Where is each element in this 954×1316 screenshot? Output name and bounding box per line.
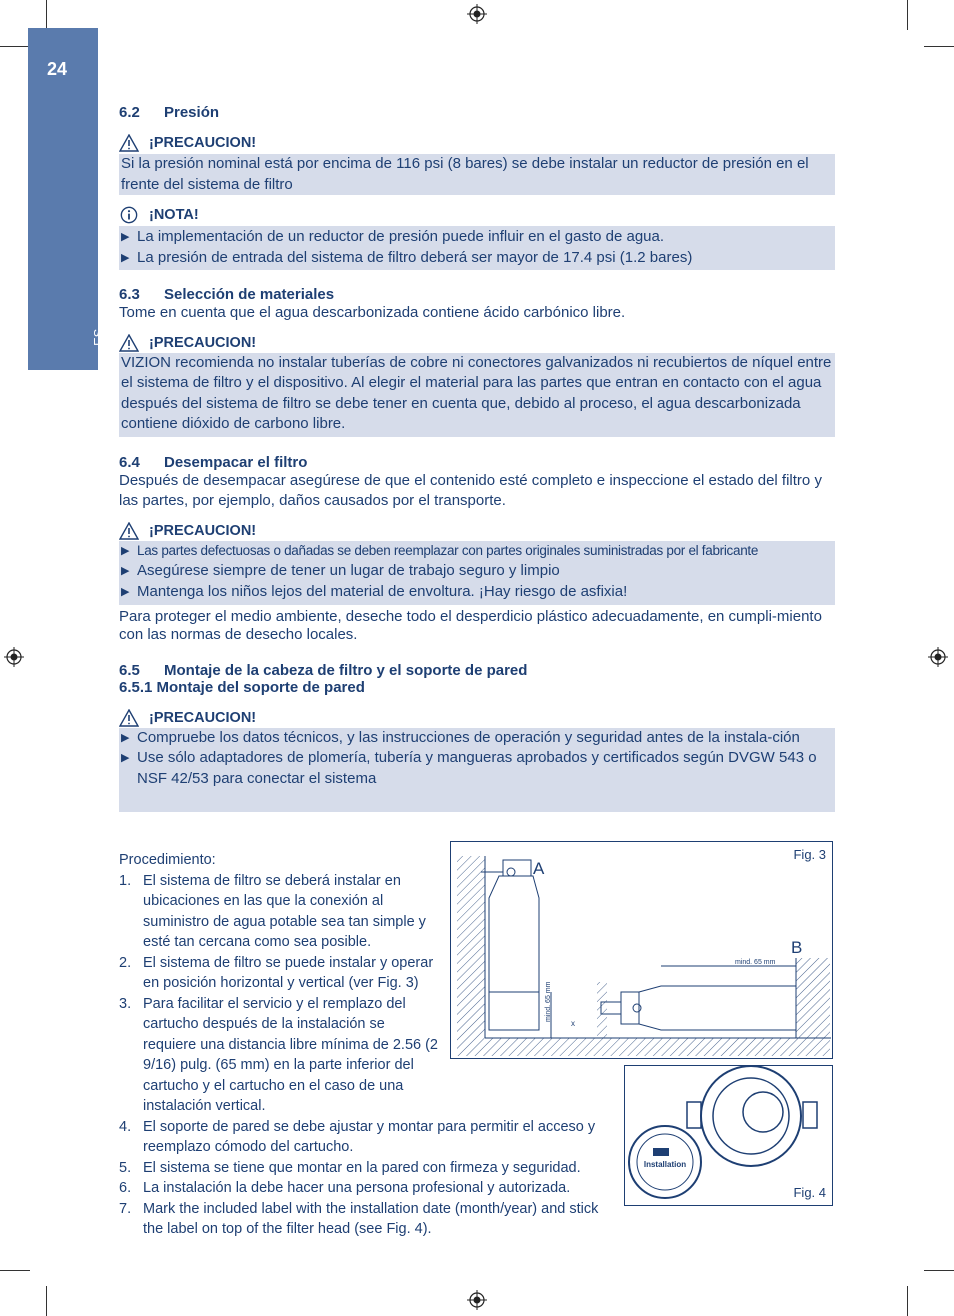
crop-mark [924, 1270, 954, 1271]
list-item: ▶ Use sólo adaptadores de plomería, tubería y mangueras aprobados y certificados según DVGW 543 o NSF 42/53 para conectar el sistema [121, 749, 817, 787]
label-a: A [533, 859, 545, 878]
main-content [119, 100, 835, 812]
warning-heading: ¡PRECAUCION! [119, 709, 835, 727]
crop-mark [907, 0, 908, 30]
list-item: ▶ Mantenga los niños lejos del material de envoltura. ¡Hay riesgo de asfixia! [121, 582, 628, 600]
crop-mark [46, 1286, 47, 1316]
list-item: 5. El sistema se tiene que montar en la pared con firmeza y seguridad. [119, 1159, 581, 1176]
figure-label: Fig. 3 [793, 847, 826, 862]
crop-mark [0, 46, 30, 47]
registration-mark-icon [467, 4, 487, 24]
svg-text:Installation: Installation [643, 1160, 687, 1169]
warning-icon [119, 334, 139, 352]
registration-mark-icon [467, 1290, 487, 1310]
crop-mark [46, 0, 47, 30]
list-item: ▶ La presión de entrada del sistema de filtro deberá ser mayor de 17.4 psi (1.2 bares) [121, 248, 693, 266]
warning-box: VIZION recomienda no instalar tuberías de cobre ni conectores galvanizados ni recubiertos de níquel entre el sistema de filtro y el dispositivo. Al elegir el material para las partes que entran en contacto con el agua después del sistema de filtro se debe tener en cuenta que, debido al proceso, el agua descarbonizada contiene dióxido de carbono libre. [119, 353, 835, 437]
registration-mark-icon [4, 647, 24, 667]
info-icon [119, 206, 139, 224]
crop-mark [0, 1270, 30, 1271]
list-item: 7. Mark the included label with the installation date (month/year) and stick the label on top of the filter head (see Fig. 4). [119, 1200, 599, 1237]
section-heading: 6.3 Selección de materiales [119, 286, 335, 303]
side-tab [28, 28, 106, 370]
svg-text:mind. 65 mm: mind. 65 mm [545, 981, 552, 1022]
subsection-heading: 6.5.1 Montaje del soporte de pared [119, 678, 365, 696]
note-box [119, 226, 835, 270]
section-heading: 6.4 Desempacar el filtro [119, 453, 308, 471]
language-label: ES [91, 328, 106, 346]
warning-icon [119, 134, 139, 152]
crop-mark [907, 1286, 908, 1316]
warning-heading: ¡PRECAUCION! [119, 134, 835, 152]
section-heading: 6.2 Presión [119, 104, 220, 121]
list-item: ▶ Asegúrese siempre de tener un lugar de trabajo seguro y limpio [121, 562, 560, 579]
page-number: 24 [46, 59, 68, 79]
paragraph: Tome en cuenta que el agua descarbonizada contiene ácido carbónico libre. [119, 304, 626, 321]
warning-box [119, 728, 835, 812]
crop-mark [924, 46, 954, 47]
figure-3 [450, 841, 833, 1059]
label-b: B [791, 938, 803, 957]
warning-icon [119, 522, 139, 540]
warning-icon [119, 709, 139, 727]
list-item: 4. El soporte de pared se debe ajustar y montar para permitir el acceso y reemplazo cómodo del cartucho. [119, 1118, 596, 1155]
paragraph: Para proteger el medio ambiente, deseche todo el desperdicio plástico adecuadamente, en cumpli-miento con las normas de desecho locales. [119, 607, 822, 643]
paragraph: Después de desempacar asegúrese de que el contenido esté completo e inspeccione el estado del filtro y las partes, por ejemplo, daños causados por el transporte. [119, 471, 822, 509]
warning-heading: ¡PRECAUCION! [119, 334, 835, 352]
warning-box: Si la presión nominal está por encima de 116 psi (8 bares) se debe instalar un reductor de presión en el frente del sistema de filtro [119, 154, 835, 195]
warning-box [119, 541, 835, 605]
figure-4 [624, 1065, 833, 1206]
registration-mark-icon [928, 647, 948, 667]
list-item: 2. El sistema de filtro se puede instalar y operar en posición horizontal y vertical (ver Fig. 3) [119, 954, 434, 991]
list-item: 3. Para facilitar el servicio y el remplazo del cartucho después de la instalación se requiere una distancia libre mínima de 2.56 (2 9/16) pulg. (65 mm) en la parte inferior del cartucho y el cartucho en el caso de una instalación vertical. [119, 995, 438, 1114]
warning-heading: ¡PRECAUCION! [119, 522, 835, 540]
list-item: ▶ Compruebe los datos técnicos, y las instrucciones de operación y seguridad antes de la instala-ción [121, 728, 800, 746]
list-item: ▶ Las partes defectuosas o dañadas se deben reemplazar con partes originales suministradas por el fabricante [121, 542, 759, 558]
list-item: 1. El sistema de filtro se deberá instalar en ubicaciones en las que la conexión al suministro de agua potable sea tan simple y esté tan cercana como sea posible. [119, 872, 426, 950]
section-heading: 6.5 Montaje de la cabeza de filtro y el soporte de pared [119, 661, 528, 679]
procedure-title: Procedimiento: [119, 852, 216, 868]
svg-text:mind. 65 mm: mind. 65 mm [735, 959, 776, 966]
svg-text:x: x [571, 1019, 575, 1028]
note-heading: ¡NOTA! [119, 206, 835, 224]
list-item: ▶ La implementación de un reductor de presión puede influir en el gasto de agua. [121, 228, 665, 245]
figure-label: Fig. 4 [793, 1185, 826, 1200]
list-item: 6. La instalación la debe hacer una persona profesional y autorizada. [119, 1180, 571, 1196]
installation-diagram [451, 842, 832, 1058]
